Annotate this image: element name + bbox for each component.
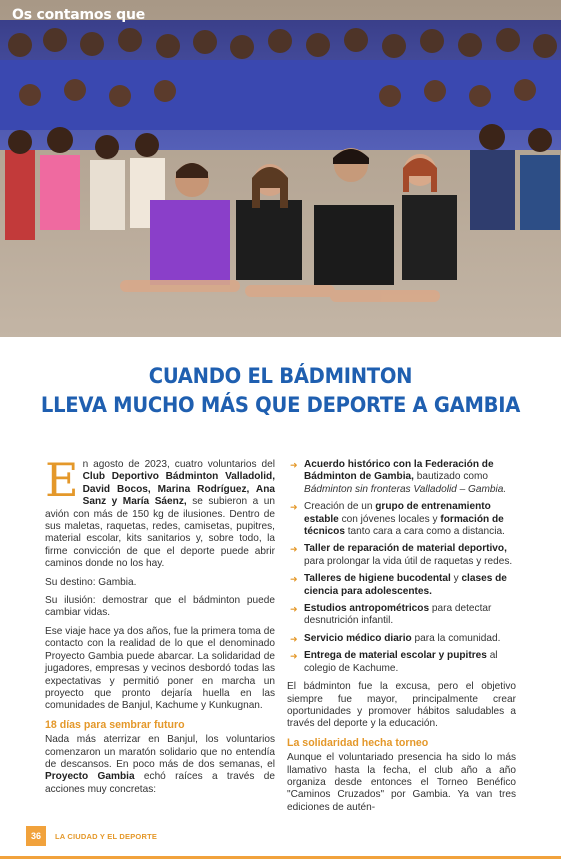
arrow-bullet-icon: ➜ [290, 574, 298, 585]
bullet-bold: Acuerdo histórico con la Federación de Bádminton de Gambia, [304, 459, 494, 483]
bullet-bold: formación de técnicos [304, 513, 504, 538]
volunteers-children-photo [0, 0, 561, 337]
dropcap: E [45, 453, 79, 507]
bullet-bold: Talleres de higiene bucodental [304, 573, 451, 585]
bullet-text: para detectar desnutrición infantil. [304, 603, 492, 627]
actions-list [287, 459, 516, 675]
bullet-text: al colegio de Kachume. [304, 650, 498, 674]
bullet-bold: grupo de entrenamiento estable [304, 501, 491, 525]
footer-rule [0, 856, 561, 859]
list-item [287, 543, 516, 568]
page-number: 36 [26, 826, 46, 846]
list-item [287, 650, 516, 675]
bullet-bold: clases de ciencia para adolescentes. [304, 573, 507, 597]
list-item [287, 633, 516, 645]
list-item [287, 459, 516, 496]
bullet-text: y [450, 573, 462, 585]
excuse-paragraph: El bádminton fue la excusa, pero el objetivo siempre fue mayor, principalmente crear oportunidades y promover hábitos saludables a través del deporte y la educación. [287, 681, 516, 730]
arrow-bullet-icon: ➜ [290, 604, 298, 615]
bullet-text: bautizado como [413, 471, 489, 483]
history-paragraph: Ese viaje hace ya dos años, fue la primera toma de contacto con la realidad de lo que el denominado Proyecto Gambia puede abarcar. La solidaridad de jugadores, empresas y vecinos desbordó todas las expectativas y permitió poner en marcha un proyecto que pronto dejaría huella en las comunidades de Banjul, Kachume y Kunkugnan. [45, 625, 275, 712]
subheading-18-days: 18 días para sembrar futuro [45, 718, 185, 731]
list-item [287, 573, 516, 598]
bullet-text: Creación de un [304, 501, 376, 513]
bullet-bold: Servicio médico diario [304, 632, 412, 644]
section-label: Os contamos que [12, 7, 146, 23]
bullet-bold: Taller de reparación de material deportivo, [304, 543, 507, 555]
bullet-bold: Entrega de material escolar y pupitres [304, 650, 487, 662]
arrow-bullet-icon: ➜ [290, 544, 298, 555]
right-column [287, 459, 516, 820]
left-column [45, 453, 275, 802]
intro-text-bold: Club Deportivo Bádminton Valladolid, David Bocos, Marina Rodríguez, Ana Sanz y María Sáenz, [82, 471, 275, 508]
section-tag [0, 0, 561, 32]
arrow-bullet-icon: ➜ [290, 460, 298, 470]
footer-publication-label: LA CIUDAD Y EL DEPORTE [55, 832, 158, 841]
list-item [287, 603, 516, 628]
intro-text-a: n agosto de 2023, cuatro voluntarios del [82, 459, 275, 470]
arrival-text-c: echó raíces a través de acciones muy concretas: [45, 771, 275, 795]
illusion-paragraph: Su ilusión: demostrar que el bádminton puede cambiar vidas. [45, 595, 275, 619]
intro-paragraph [45, 453, 275, 571]
tournament-paragraph: Aunque el voluntariado presencia ha sido lo más llamativo hasta la fecha, el club año a año organiza desde entonces el Torneo Benéfico "Caminos Cruzados" por Gambia. Ya van tres ediciones de autén- [287, 752, 516, 813]
headline-line-2: LLEVA MUCHO MÁS QUE DEPORTE A GAMBIA [40, 393, 521, 417]
arrow-bullet-icon: ➜ [290, 651, 298, 662]
destination-paragraph: Su destino: Gambia. [45, 576, 137, 588]
subheading-tournament: La solidaridad hecha torneo [287, 736, 429, 749]
bullet-text: para la comunidad. [411, 632, 501, 644]
list-item [287, 501, 516, 538]
bullet-text: con jóvenes locales y [338, 513, 441, 525]
arrow-bullet-icon: ➜ [290, 502, 298, 513]
intro-text-c: se subieron a un avión con más de 150 kg de ilusiones. Dentro de sus maletas, raquetas, redes, camisetas, pupitres, material escolar, kits sanitarios y, sobre todo, la firme convicción de que el deporte puede abrir caminos donde no los hay. [45, 496, 275, 570]
headline-line-1: CUANDO EL BÁDMINTON [148, 364, 413, 388]
arrival-text-a: Nada más aterrizar en Banjul, los voluntarios comenzaron un maratón solidario que no entendía de descansos. En poco más de dos semanas, el [45, 734, 275, 770]
arrival-paragraph [45, 734, 275, 796]
headline [0, 362, 561, 420]
arrow-bullet-icon: ➜ [290, 633, 298, 644]
bullet-text: para prolongar la vida útil de raquetas y redes. [304, 555, 513, 567]
bullet-italic: Bádminton sin fronteras Valladolid – Gambia. [304, 483, 507, 495]
arrival-text-bold: Proyecto Gambia [45, 771, 135, 783]
bullet-text: tanto cara a cara como a distancia. [344, 526, 505, 538]
bullet-bold: Estudios antropométricos [304, 603, 430, 615]
cover-photo [0, 0, 561, 337]
